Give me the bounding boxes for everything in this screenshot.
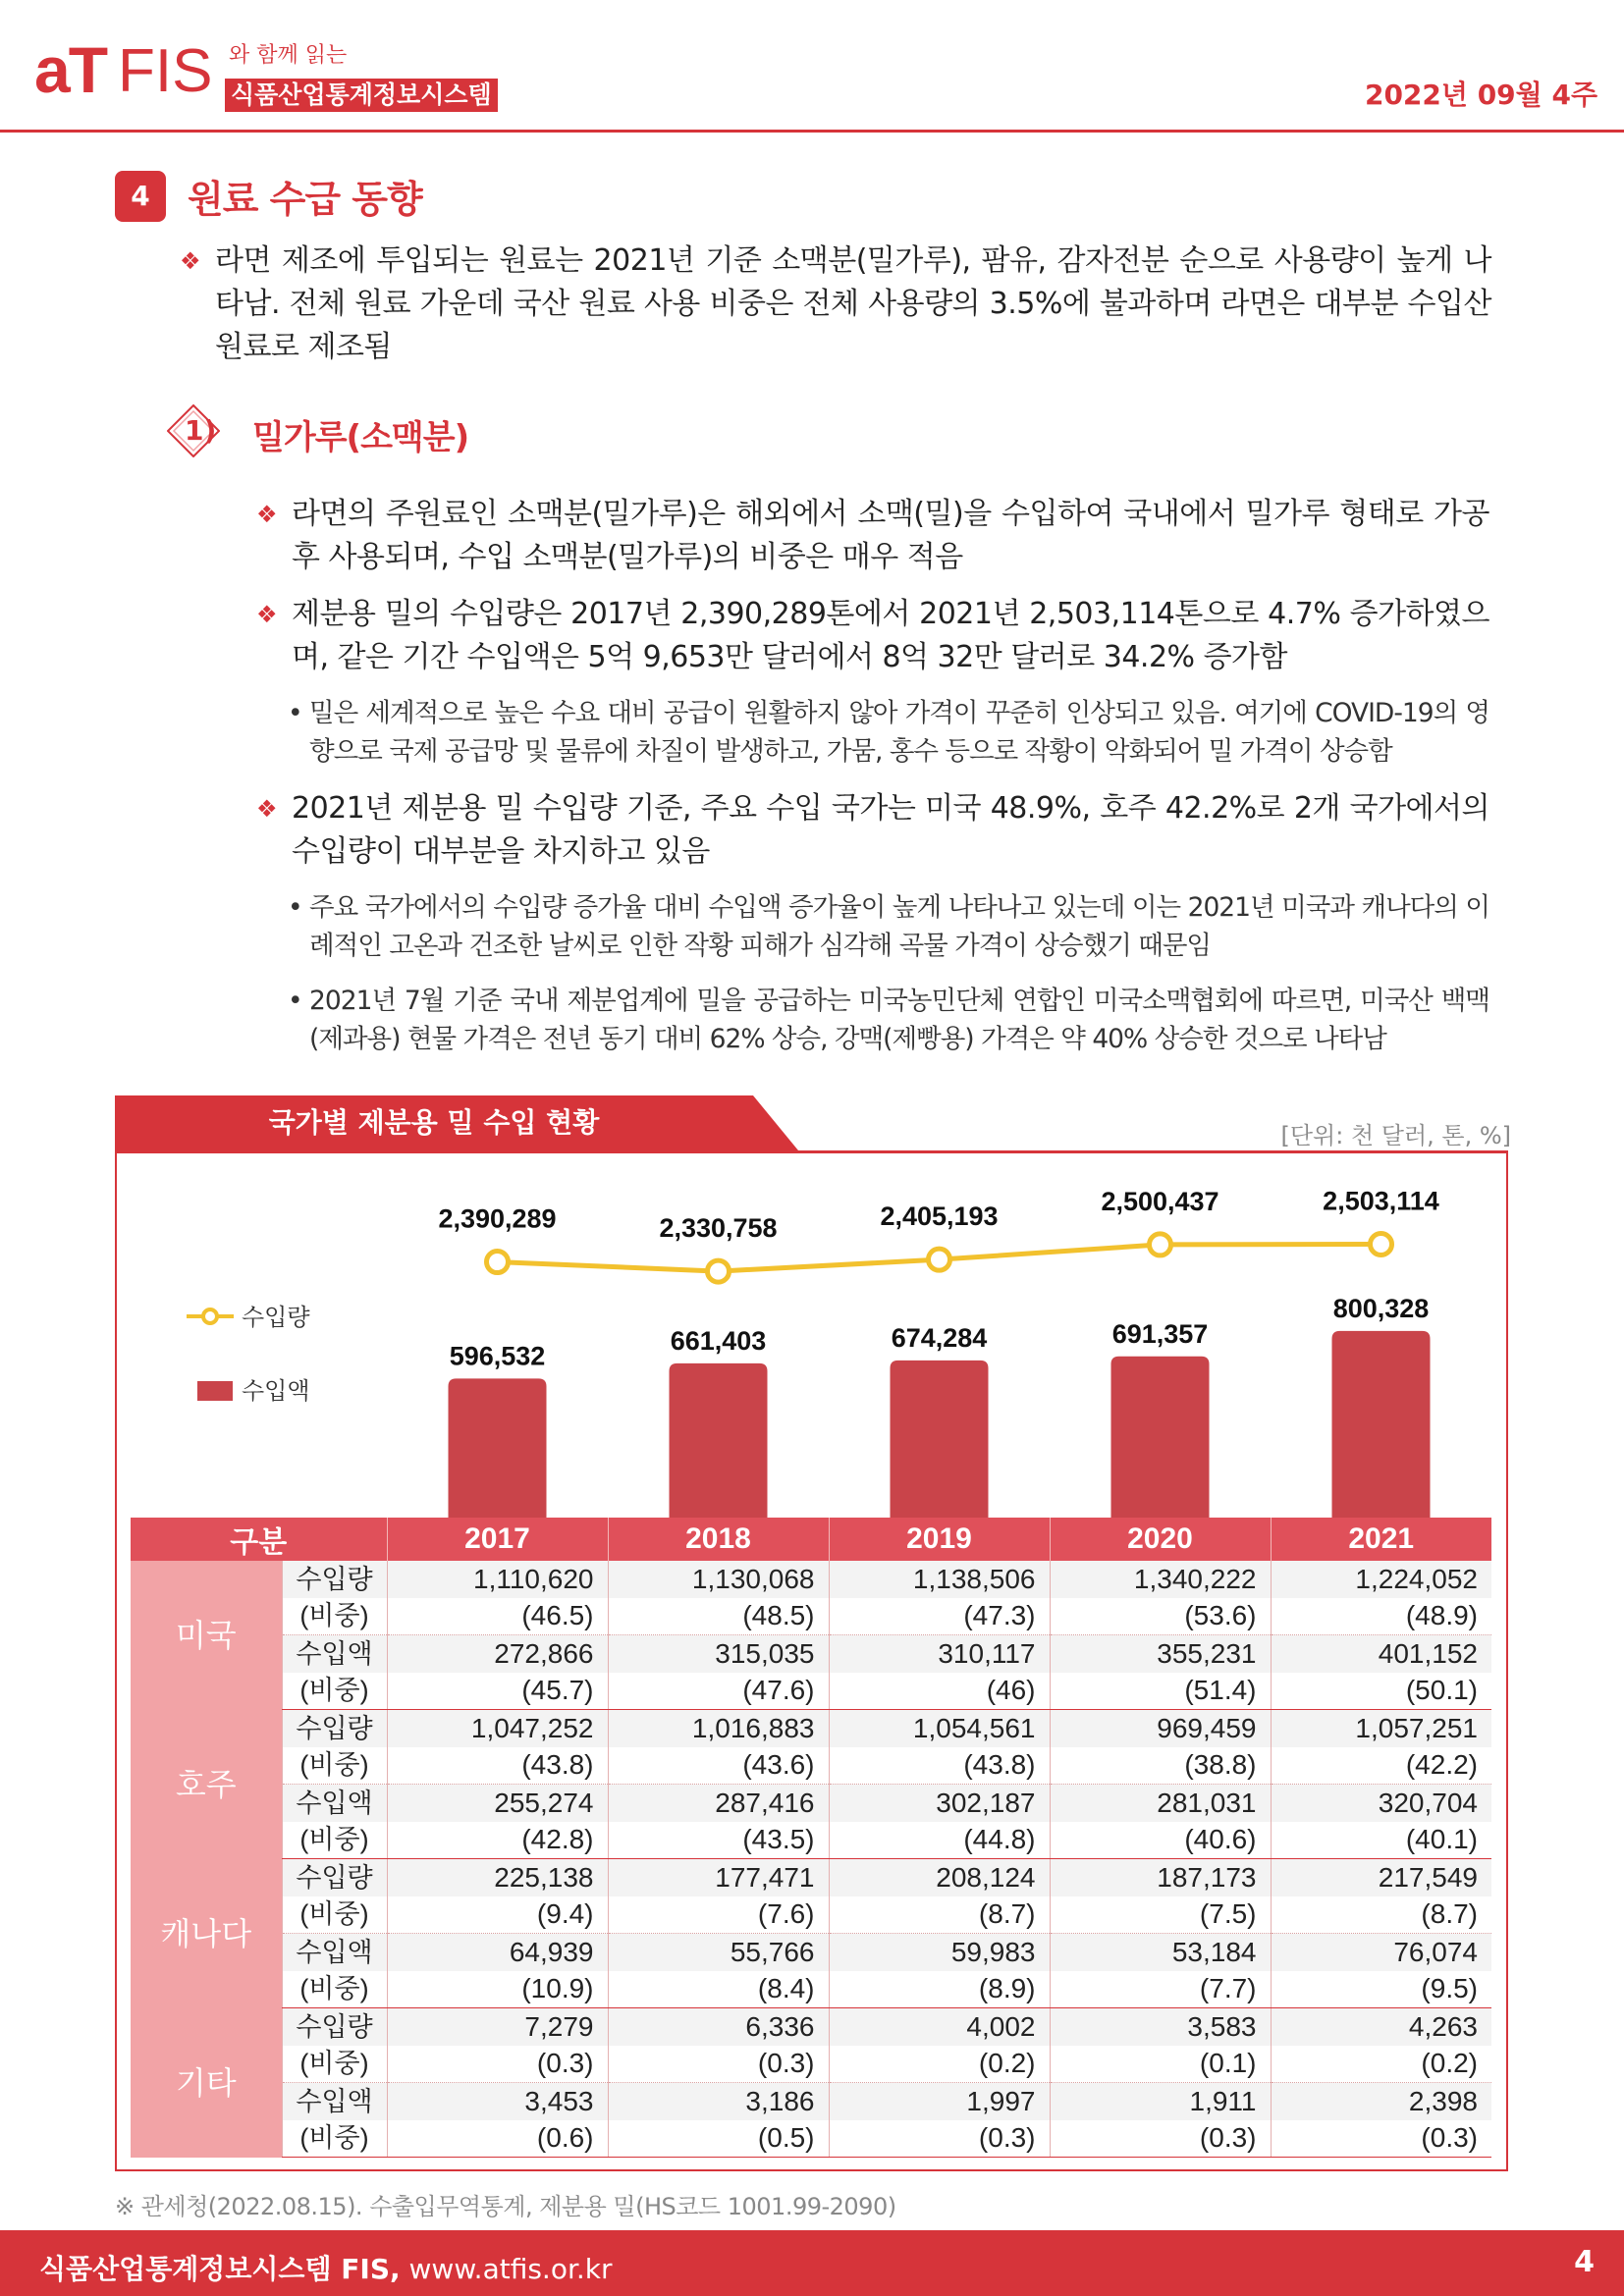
table-row [131, 1785, 1491, 1822]
country-cell: 호주 [131, 1710, 282, 1859]
value-cell: (8.7) [829, 1896, 1050, 1934]
metric-label-cell: 수입량 [282, 1859, 387, 1896]
bar-data-label: 800,328 [1332, 1293, 1430, 1323]
source-note: ※ 관세청(2022.08.15). 수출입무역통계, 제분용 밀(HS코드 1001.99-2090) [115, 2193, 896, 2220]
value-cell: (47.6) [608, 1673, 829, 1710]
line-data-label: 2,390,289 [438, 1203, 557, 1234]
metric-label-cell: 수입액 [282, 1934, 387, 1971]
wheat-paragraph-1 [256, 493, 1489, 579]
country-cell: 기타 [131, 2008, 282, 2158]
logo-system-name: 식품산업통계정보시스템 [225, 79, 498, 112]
page-header [0, 0, 1624, 133]
value-cell: (0.3) [1271, 2120, 1491, 2158]
table-row [131, 1971, 1491, 2008]
metric-label-cell: (비중) [282, 1896, 387, 1934]
wheat-detail-text-2: 주요 국가에서의 수입량 증가율 대비 수입액 증가율이 높게 나타나고 있는데 이는 2021년 미국과 캐나다의 이례적인 고온과 건조한 날씨로 인한 작황 피해가 심각해 곡물 가격이 상승했기 때문임 [309, 892, 1489, 961]
diamond-bullet-icon: ❖ [180, 247, 201, 275]
table-row [131, 2083, 1491, 2120]
value-cell: 76,074 [1271, 1934, 1491, 1971]
value-cell: 4,002 [829, 2008, 1050, 2046]
footer-url[interactable]: www.atfis.or.kr [408, 2253, 613, 2285]
value-cell: (8.7) [1271, 1896, 1491, 1934]
footer-text [39, 2248, 613, 2287]
value-cell: (0.2) [1271, 2046, 1491, 2083]
logo-at: aT [34, 33, 107, 106]
year-header: 2021 [1271, 1518, 1491, 1561]
dot-bullet-icon: • [288, 698, 302, 728]
value-cell: 320,704 [1271, 1785, 1491, 1822]
metric-label-cell: 수입량 [282, 1710, 387, 1747]
value-cell: 1,130,068 [608, 1561, 829, 1598]
chart-title: 국가별 제분용 밀 수입 현황 [268, 1106, 600, 1139]
table-row [131, 1635, 1491, 1673]
value-cell: 1,911 [1050, 2083, 1271, 2120]
value-cell: 64,939 [387, 1934, 608, 1971]
value-cell: (7.5) [1050, 1896, 1271, 1934]
value-cell: 3,186 [608, 2083, 829, 2120]
value-cell: 1,340,222 [1050, 1561, 1271, 1598]
value-cell: 225,138 [387, 1859, 608, 1896]
bar-data-label: 596,532 [449, 1341, 546, 1371]
value-cell: 281,031 [1050, 1785, 1271, 1822]
value-cell: 310,117 [829, 1635, 1050, 1673]
diamond-bullet-icon: ❖ [256, 601, 278, 628]
line-data-label: 2,500,437 [1101, 1186, 1219, 1216]
subsection-number: 1) [185, 414, 217, 447]
value-cell: (0.3) [608, 2046, 829, 2083]
value-cell: (38.8) [1050, 1747, 1271, 1785]
wheat-detail-2 [288, 888, 1489, 965]
wheat-detail-3 [288, 982, 1489, 1058]
footer-brand: 식품산업통계정보시스템 FIS, [39, 2253, 401, 2285]
metric-label-cell: 수입액 [282, 1635, 387, 1673]
table-row [131, 1673, 1491, 1710]
metric-label-cell: (비중) [282, 2120, 387, 2158]
value-cell: (42.2) [1271, 1747, 1491, 1785]
value-cell: (9.4) [387, 1896, 608, 1934]
value-cell: (42.8) [387, 1822, 608, 1859]
table-header-row [131, 1518, 1491, 1561]
value-cell: 217,549 [1271, 1859, 1491, 1896]
table-row [131, 2008, 1491, 2046]
value-cell: (0.3) [829, 2120, 1050, 2158]
value-cell: 4,263 [1271, 2008, 1491, 2046]
value-cell: (0.2) [829, 2046, 1050, 2083]
value-cell: 1,016,883 [608, 1710, 829, 1747]
intro-paragraph [180, 240, 1491, 369]
value-cell: (44.8) [829, 1822, 1050, 1859]
value-cell: 315,035 [608, 1635, 829, 1673]
table-row [131, 1598, 1491, 1635]
bar-data-label: 674,284 [891, 1322, 988, 1353]
line-data-label: 2,330,758 [659, 1213, 778, 1244]
wheat-text-3: 2021년 제분용 밀 수입량 기준, 주요 수입 국가는 미국 48.9%, 호주 42.2%로 2개 국가에서의 수입량이 대부분을 차지하고 있음 [292, 791, 1489, 869]
year-header: 2019 [829, 1518, 1050, 1561]
metric-label-cell: 수입량 [282, 1561, 387, 1598]
value-cell: (43.8) [387, 1747, 608, 1785]
table-row [131, 1934, 1491, 1971]
value-cell: (43.6) [608, 1747, 829, 1785]
intro-text: 라면 제조에 투입되는 원료는 2021년 기준 소맥분(밀가루), 팜유, 감자전분 순으로 사용량이 높게 나타남. 전체 원료 가운데 국산 원료 사용 비중은 전체 사용량의 3.5%에 불과하며 라면은 대부분 수입산 원료로 제조됨 [215, 243, 1491, 364]
metric-label-cell: (비중) [282, 1673, 387, 1710]
value-cell: (43.8) [829, 1747, 1050, 1785]
value-cell: 969,459 [1050, 1710, 1271, 1747]
unit-label: [단위: 천 달러, 톤, %] [1280, 1122, 1511, 1149]
value-cell: 6,336 [608, 2008, 829, 2046]
value-cell: (0.3) [1050, 2120, 1271, 2158]
bar-data-label: 661,403 [670, 1325, 767, 1356]
value-cell: 1,224,052 [1271, 1561, 1491, 1598]
metric-label-cell: 수입량 [282, 2008, 387, 2046]
value-cell: 3,583 [1050, 2008, 1271, 2046]
value-cell: (48.5) [608, 1598, 829, 1635]
value-cell: 401,152 [1271, 1635, 1491, 1673]
value-cell: 59,983 [829, 1934, 1050, 1971]
logo-fis: FIS [118, 37, 213, 105]
value-cell: (43.5) [608, 1822, 829, 1859]
table-row [131, 1747, 1491, 1785]
value-cell: (10.9) [387, 1971, 608, 2008]
table-row [131, 1561, 1491, 1598]
country-cell: 미국 [131, 1561, 282, 1710]
year-header: 2020 [1050, 1518, 1271, 1561]
table-row [131, 1822, 1491, 1859]
value-cell: 2,398 [1271, 2083, 1491, 2120]
value-cell: 187,173 [1050, 1859, 1271, 1896]
diamond-bullet-icon: ❖ [256, 501, 278, 528]
value-cell: 3,453 [387, 2083, 608, 2120]
logo-subtitle: 와 함께 읽는 [229, 43, 348, 68]
metric-label-cell: (비중) [282, 2046, 387, 2083]
value-cell: (8.9) [829, 1971, 1050, 2008]
bar-data-label: 691,357 [1111, 1318, 1209, 1349]
year-header: 2018 [608, 1518, 829, 1561]
diamond-bullet-icon: ❖ [256, 795, 278, 823]
header-divider [0, 130, 1624, 133]
issue-date: 2022년 09월 4주 [1364, 79, 1597, 111]
line-data-label: 2,503,114 [1323, 1186, 1439, 1216]
value-cell: (53.6) [1050, 1598, 1271, 1635]
value-cell: (0.3) [387, 2046, 608, 2083]
metric-label-cell: (비중) [282, 1971, 387, 2008]
value-cell: 255,274 [387, 1785, 608, 1822]
value-cell: (47.3) [829, 1598, 1050, 1635]
value-cell: 1,110,620 [387, 1561, 608, 1598]
value-cell: (40.6) [1050, 1822, 1271, 1859]
country-cell: 캐나다 [131, 1859, 282, 2008]
subsection-title: 밀가루(소맥분) [252, 418, 469, 457]
year-header: 2017 [387, 1518, 608, 1561]
value-cell: (48.9) [1271, 1598, 1491, 1635]
value-cell: 177,471 [608, 1859, 829, 1896]
wheat-detail-text-1: 밀은 세계적으로 높은 수요 대비 공급이 원활하지 않아 가격이 꾸준히 인상되고 있음. 여기에 COVID-19의 영향으로 국제 공급망 및 물류에 차질이 발생하고, 가뭄, 홍수 등으로 작황이 악화되어 밀 가격이 상승함 [309, 698, 1489, 767]
line-data-label: 2,405,193 [880, 1201, 999, 1232]
metric-label-cell: (비중) [282, 1598, 387, 1635]
page-number: 4 [1574, 2245, 1595, 2279]
value-cell: 1,057,251 [1271, 1710, 1491, 1747]
value-cell: (0.1) [1050, 2046, 1271, 2083]
wheat-paragraph-3 [256, 787, 1489, 874]
dot-bullet-icon: • [288, 892, 302, 923]
table-row [131, 1710, 1491, 1747]
metric-label-cell: (비중) [282, 1747, 387, 1785]
wheat-detail-text-3: 2021년 7월 기준 국내 제분업계에 밀을 공급하는 미국농민단체 연합인 미국소맥협회에 따르면, 미국산 백맥(제과용) 현물 가격은 전년 동기 대비 62% 상승, 강맥(제빵용) 가격은 약 40% 상승한 것으로 나타남 [309, 986, 1489, 1054]
metric-label-cell: 수입액 [282, 2083, 387, 2120]
table-row [131, 1859, 1491, 1896]
table-corner-header: 구분 [131, 1518, 387, 1561]
table-row [131, 1896, 1491, 1934]
value-cell: 355,231 [1050, 1635, 1271, 1673]
value-cell: 1,997 [829, 2083, 1050, 2120]
value-cell: 302,187 [829, 1785, 1050, 1822]
metric-label-cell: 수입액 [282, 1785, 387, 1822]
value-cell: (0.5) [608, 2120, 829, 2158]
value-cell: (46) [829, 1673, 1050, 1710]
wheat-detail-1 [288, 694, 1489, 771]
legend-value-label: 수입액 [242, 1377, 310, 1405]
wheat-text-1: 라면의 주원료인 소맥분(밀가루)은 해외에서 소맥(밀)을 수입하여 국내에서 밀가루 형태로 가공 후 사용되며, 수입 소맥분(밀가루)의 비중은 매우 적음 [292, 497, 1489, 574]
value-cell: 208,124 [829, 1859, 1050, 1896]
import-data-table [131, 1518, 1491, 2158]
metric-label-cell: (비중) [282, 1822, 387, 1859]
value-cell: 53,184 [1050, 1934, 1271, 1971]
value-cell: (45.7) [387, 1673, 608, 1710]
value-cell: (46.5) [387, 1598, 608, 1635]
section-number-badge: 4 [115, 171, 166, 222]
value-cell: (9.5) [1271, 1971, 1491, 2008]
value-cell: (50.1) [1271, 1673, 1491, 1710]
value-cell: 272,866 [387, 1635, 608, 1673]
value-cell: (8.4) [608, 1971, 829, 2008]
dot-bullet-icon: • [288, 986, 302, 1016]
table-row [131, 2046, 1491, 2083]
value-cell: 287,416 [608, 1785, 829, 1822]
value-cell: 1,138,506 [829, 1561, 1050, 1598]
value-cell: 1,054,561 [829, 1710, 1050, 1747]
value-cell: 55,766 [608, 1934, 829, 1971]
table-row [131, 2120, 1491, 2158]
value-cell: 7,279 [387, 2008, 608, 2046]
value-cell: 1,047,252 [387, 1710, 608, 1747]
value-cell: (40.1) [1271, 1822, 1491, 1859]
value-cell: (0.6) [387, 2120, 608, 2158]
section-title: 원료 수급 동향 [188, 178, 422, 221]
wheat-text-2: 제분용 밀의 수입량은 2017년 2,390,289톤에서 2021년 2,503,114톤으로 4.7% 증가하였으며, 같은 기간 수입액은 5억 9,653만 달러에서 8억 32만 달러로 34.2% 증가함 [292, 597, 1489, 674]
value-cell: (7.6) [608, 1896, 829, 1934]
value-cell: (7.7) [1050, 1971, 1271, 2008]
wheat-paragraph-2 [256, 593, 1489, 679]
legend-volume-label: 수입량 [242, 1304, 310, 1331]
value-cell: (51.4) [1050, 1673, 1271, 1710]
